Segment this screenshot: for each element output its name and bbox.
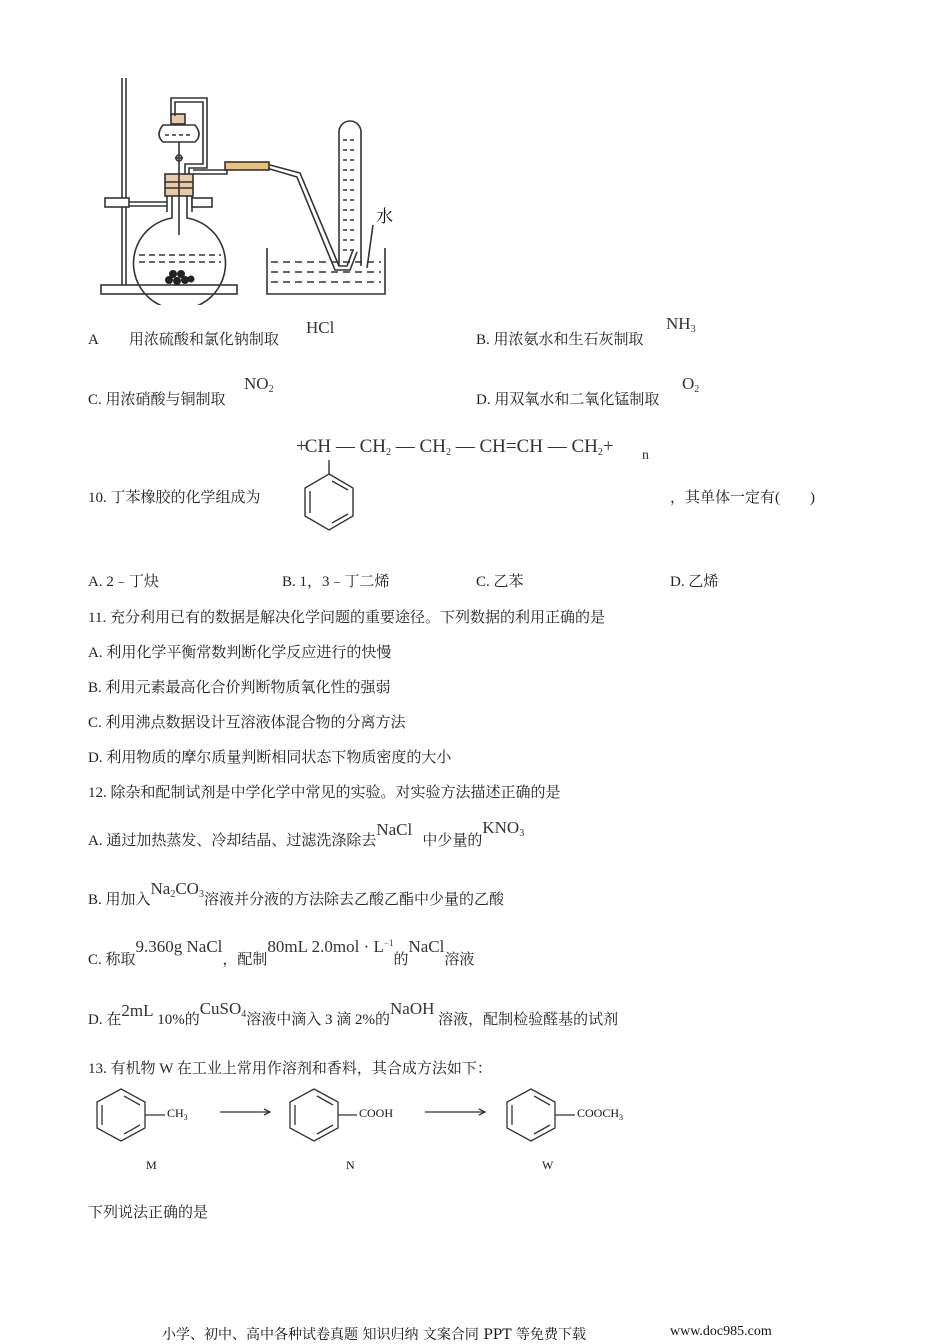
option-12d: D. 在2mL 10%的CuSO$_4$溶液中滴入 3 滴 2%的NaOH 溶液，配制检验醛基的试剂 (88, 999, 619, 1028)
option-letter: A (88, 332, 99, 348)
option-12b: B. 用加入$Na_2CO_3$溶液并分液的方法除去乙酸乙酯中少量的乙酸 (88, 879, 504, 908)
question-13-stem: 13. 有机物 W 在工业上常用作溶剂和香料，其合成方法如下： (88, 1061, 492, 1077)
option-9a (88, 328, 279, 349)
question-12-stem: 12. 除杂和配制试剂是中学化学中常见的实验。对实验方法描述正确的是 (88, 785, 561, 801)
option-text: 用浓硝酸与铜制取 (105, 392, 226, 408)
question-10-stem: 10. 丁苯橡胶的化学组成为 (88, 490, 261, 506)
polymer-structure: +CH — $CH_2$ — $CH_2$ — CH=CH — $CH_2+$ n (296, 432, 656, 542)
benzene-ring (296, 460, 366, 540)
option-12c: C. 称取9.360g NaCl，配制80mL $2.0mol \cdot L^{-1}$的NaCl溶液 (88, 937, 475, 968)
option-11a: A. 利用化学平衡常数判断化学反应进行的快慢 (88, 645, 392, 661)
option-10b: B. 1，3﹣丁二烯 (282, 574, 390, 590)
bracket-right: + (602, 436, 614, 457)
m-group: $CH_3$ (167, 1106, 188, 1122)
question-13-tail: 下列说法正确的是 (88, 1205, 209, 1221)
option-12a: A. 通过加热蒸发、冷却结晶、过滤洗涤除去NaCl中少量的$KNO_3$ (88, 818, 525, 849)
question-10-suffix: ，其单体一定有( ) (670, 490, 815, 506)
water-label: 水 (376, 207, 393, 227)
option-letter: C. (88, 392, 102, 408)
w-group: $COOCH_3$ (577, 1106, 624, 1122)
apparatus-diagram (95, 70, 405, 305)
formula-no2: $NO_2$ (244, 374, 274, 395)
option-9b (476, 328, 644, 349)
option-10d: D. 乙烯 (670, 574, 719, 590)
option-11c: C. 利用沸点数据设计互溶液体混合物的分离方法 (88, 715, 406, 731)
formula-hcl: HCl (306, 318, 335, 337)
footer-url[interactable]: www.doc985.com (670, 1324, 772, 1339)
option-9d (476, 388, 659, 409)
option-11d: D. 利用物质的摩尔质量判断相同状态下物质密度的大小 (88, 750, 452, 766)
footer-text: 小学、初中、高中各种试卷真题 知识归纳 文案合同 PPT 等免费下载 (162, 1327, 586, 1343)
label-w: W (542, 1158, 554, 1172)
bracket-left: + (296, 436, 305, 457)
option-10a: A. 2﹣丁炔 (88, 574, 159, 590)
n-group: COOH (359, 1106, 394, 1120)
option-11b: B. 利用元素最高化合价判断物质氧化性的强弱 (88, 680, 391, 696)
option-letter: B. (476, 332, 490, 348)
option-text: 用浓氨水和生石灰制取 (493, 332, 644, 348)
question-11-stem: 11. 充分利用已有的数据是解决化学问题的重要途径。下列数据的利用正确的是 (88, 610, 605, 626)
option-text: 用双氧水和二氧化锰制取 (494, 392, 660, 408)
option-10c: C. 乙苯 (476, 574, 524, 590)
option-text: 用浓硫酸和氯化钠制取 (128, 332, 279, 348)
formula-o2: $O_2$ (682, 374, 700, 395)
option-letter: D. (476, 392, 491, 408)
option-9c (88, 388, 226, 409)
label-m: M (146, 1158, 157, 1172)
label-n: N (346, 1158, 355, 1172)
subscript-n: n (642, 448, 649, 463)
ch-1: CH (304, 436, 332, 457)
formula-nh3: $NH_3$ (666, 314, 696, 335)
